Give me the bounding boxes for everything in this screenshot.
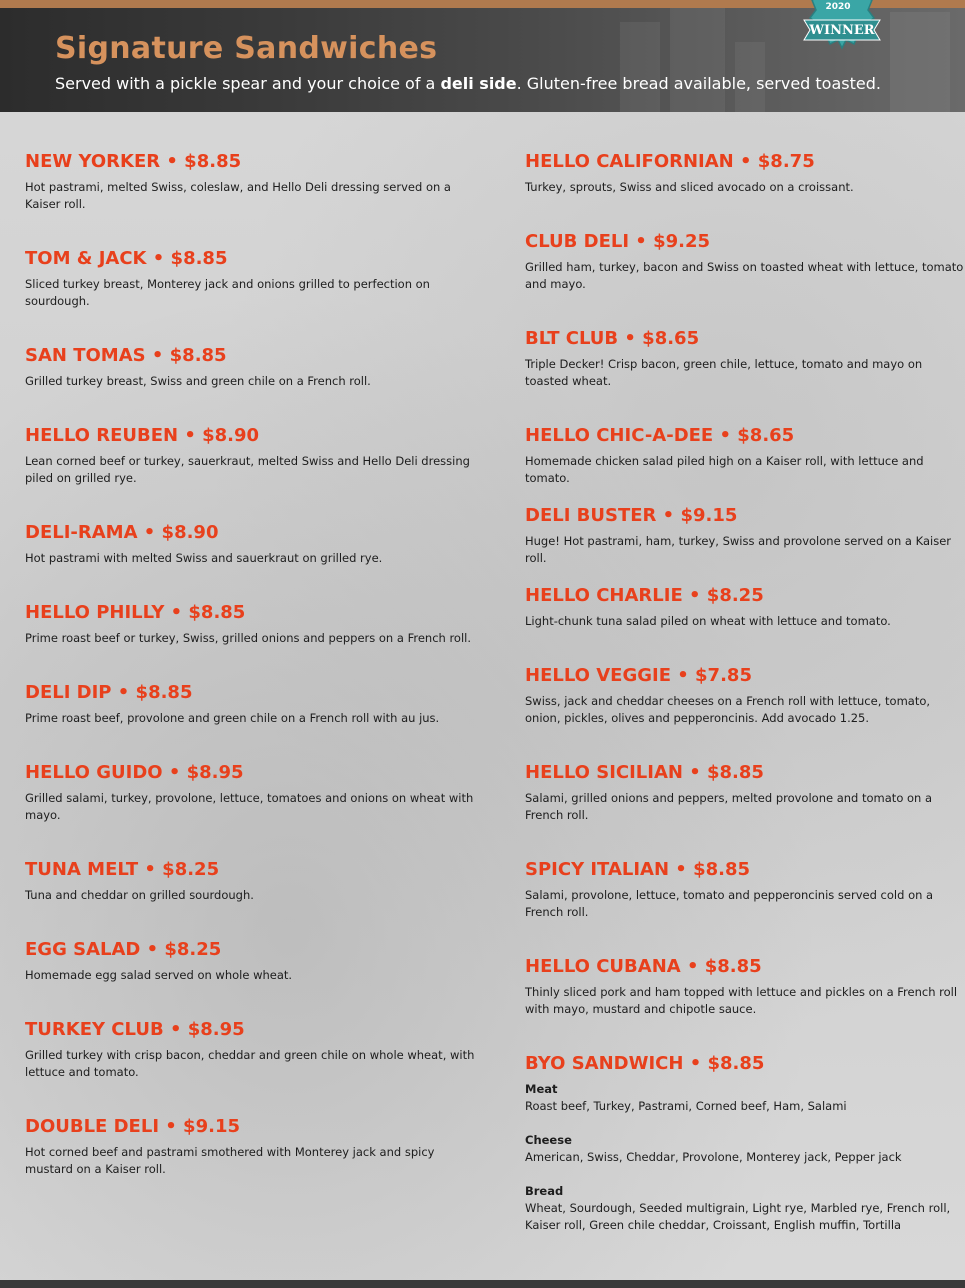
deli-side-emphasis: deli side bbox=[440, 74, 517, 93]
menu-item bbox=[525, 858, 965, 921]
item-description: Grilled salami, turkey, provolone, lettuce, tomatoes and onions on wheat with mayo. bbox=[25, 791, 474, 822]
item-title: DELI-RAMA • $8.90 bbox=[25, 522, 219, 543]
byo-options: American, Swiss, Cheddar, Provolone, Monterey jack, Pepper jack bbox=[525, 1150, 902, 1164]
byo-label: Meat bbox=[525, 1082, 558, 1096]
item-title: DELI BUSTER • $9.15 bbox=[525, 505, 738, 526]
byo-group-cheese bbox=[525, 1132, 965, 1166]
menu-item bbox=[525, 424, 965, 487]
item-description: Prime roast beef or turkey, Swiss, grilled onions and peppers on a French roll. bbox=[25, 631, 472, 645]
menu-item bbox=[25, 761, 480, 824]
menu-item bbox=[25, 247, 480, 310]
item-title: CLUB DELI • $9.25 bbox=[525, 231, 711, 252]
item-description: Hot pastrami with melted Swiss and sauerkraut on grilled rye. bbox=[25, 551, 383, 565]
item-description: Hot corned beef and pastrami smothered with Monterey jack and spicy mustard on a Kaiser roll. bbox=[25, 1145, 435, 1176]
menu-item bbox=[525, 664, 965, 727]
menu-subtitle bbox=[55, 74, 881, 93]
item-title: HELLO PHILLY • $8.85 bbox=[25, 602, 246, 623]
menu-item bbox=[525, 230, 965, 293]
item-description: Huge! Hot pastrami, ham, turkey, Swiss and provolone served on a Kaiser roll. bbox=[525, 534, 951, 565]
item-title: NEW YORKER • $8.85 bbox=[25, 151, 242, 172]
item-title: HELLO CHARLIE • $8.25 bbox=[525, 585, 764, 606]
item-description: Triple Decker! Crisp bacon, green chile, lettuce, tomato and mayo on toasted wheat. bbox=[525, 357, 923, 388]
menu-item bbox=[525, 327, 965, 390]
byo-label: Cheese bbox=[525, 1133, 572, 1147]
item-title: DOUBLE DELI • $9.15 bbox=[25, 1116, 240, 1137]
item-title: HELLO SICILIAN • $8.85 bbox=[525, 762, 764, 783]
item-title: HELLO REUBEN • $8.90 bbox=[25, 425, 260, 446]
byo-options: Wheat, Sourdough, Seeded multigrain, Light rye, Marbled rye, French roll, Kaiser roll, Green chile cheddar, Croissant, English muffin, Tortilla bbox=[525, 1201, 951, 1232]
item-description: Light-chunk tuna salad piled on wheat with lettuce and tomato. bbox=[525, 614, 891, 628]
item-title: HELLO CHIC-A-DEE • $8.65 bbox=[525, 425, 795, 446]
byo-sandwich-item bbox=[525, 1052, 965, 1234]
badge-winner: WINNER bbox=[809, 23, 875, 38]
menu-item bbox=[25, 1115, 480, 1178]
menu-item bbox=[25, 521, 480, 567]
menu-item bbox=[25, 858, 480, 904]
item-description: Tuna and cheddar on grilled sourdough. bbox=[25, 888, 254, 902]
item-title: TURKEY CLUB • $8.95 bbox=[25, 1019, 245, 1040]
item-title: EGG SALAD • $8.25 bbox=[25, 939, 222, 960]
menu-item bbox=[525, 504, 965, 567]
menu-item bbox=[525, 150, 965, 196]
menu-item bbox=[25, 681, 480, 727]
menu-item bbox=[25, 601, 480, 647]
item-title: TUNA MELT • $8.25 bbox=[25, 859, 220, 880]
item-title: HELLO CUBANA • $8.85 bbox=[525, 956, 762, 977]
menu-content bbox=[0, 112, 965, 1280]
item-title: SAN TOMAS • $8.85 bbox=[25, 345, 227, 366]
item-description: Grilled ham, turkey, bacon and Swiss on toasted wheat with lettuce, tomato and mayo. bbox=[525, 260, 964, 291]
item-title: TOM & JACK • $8.85 bbox=[25, 248, 228, 269]
item-description: Lean corned beef or turkey, sauerkraut, melted Swiss and Hello Deli dressing piled on grilled rye. bbox=[25, 454, 470, 485]
item-description: Thinly sliced pork and ham topped with lettuce and pickles on a French roll with mayo, mustard and chipotle sauce. bbox=[525, 985, 958, 1016]
subtitle-text-end: . Gluten-free bread available, served toasted. bbox=[516, 74, 881, 93]
item-title: HELLO GUIDO • $8.95 bbox=[25, 762, 244, 783]
item-description: Sliced turkey breast, Monterey jack and onions grilled to perfection on sourdough. bbox=[25, 277, 430, 308]
item-description: Prime roast beef, provolone and green chile on a French roll with au jus. bbox=[25, 711, 440, 725]
byo-group-meat bbox=[525, 1081, 965, 1115]
item-description: Salami, provolone, lettuce, tomato and pepperoncinis served cold on a French roll. bbox=[525, 888, 934, 919]
menu-item bbox=[525, 761, 965, 824]
menu-item bbox=[25, 1018, 480, 1081]
menu-item bbox=[25, 938, 480, 984]
bottom-strip bbox=[0, 1280, 965, 1288]
item-description: Turkey, sprouts, Swiss and sliced avocado on a croissant. bbox=[525, 180, 854, 194]
item-title: DELI DIP • $8.85 bbox=[25, 682, 193, 703]
byo-options: Roast beef, Turkey, Pastrami, Corned beef, Ham, Salami bbox=[525, 1099, 847, 1113]
badge-year: 2020 bbox=[825, 2, 851, 12]
item-description: Grilled turkey breast, Swiss and green chile on a French roll. bbox=[25, 374, 371, 388]
byo-group-bread bbox=[525, 1183, 965, 1234]
menu-item bbox=[25, 344, 480, 390]
award-badge-icon bbox=[800, 0, 884, 60]
item-description: Grilled turkey with crisp bacon, cheddar and green chile on whole wheat, with lettuce and tomato. bbox=[25, 1048, 475, 1079]
page-title: Signature Sandwiches bbox=[55, 31, 438, 66]
item-title: BLT CLUB • $8.65 bbox=[525, 328, 700, 349]
item-description: Swiss, jack and cheddar cheeses on a French roll with lettuce, tomato, onion, pickles, olives and pepperoncinis. Add avocado 1.25. bbox=[525, 694, 931, 725]
item-title: HELLO CALIFORNIAN • $8.75 bbox=[525, 151, 815, 172]
item-title: HELLO VEGGIE • $7.85 bbox=[525, 665, 752, 686]
subtitle-text: Served with a pickle spear and your choice of a bbox=[55, 74, 441, 93]
menu-item bbox=[525, 584, 965, 630]
byo-label: Bread bbox=[525, 1184, 564, 1198]
item-title: SPICY ITALIAN • $8.85 bbox=[525, 859, 751, 880]
menu-item bbox=[25, 150, 480, 213]
menu-item bbox=[25, 424, 480, 487]
item-description: Homemade chicken salad piled high on a Kaiser roll, with lettuce and tomato. bbox=[525, 454, 924, 485]
item-description: Salami, grilled onions and peppers, melted provolone and tomato on a French roll. bbox=[525, 791, 933, 822]
item-description: Homemade egg salad served on whole wheat. bbox=[25, 968, 293, 982]
item-description: Hot pastrami, melted Swiss, coleslaw, and Hello Deli dressing served on a Kaiser roll. bbox=[25, 180, 451, 211]
menu-item bbox=[525, 955, 965, 1018]
item-title: BYO SANDWICH • $8.85 bbox=[525, 1053, 765, 1074]
